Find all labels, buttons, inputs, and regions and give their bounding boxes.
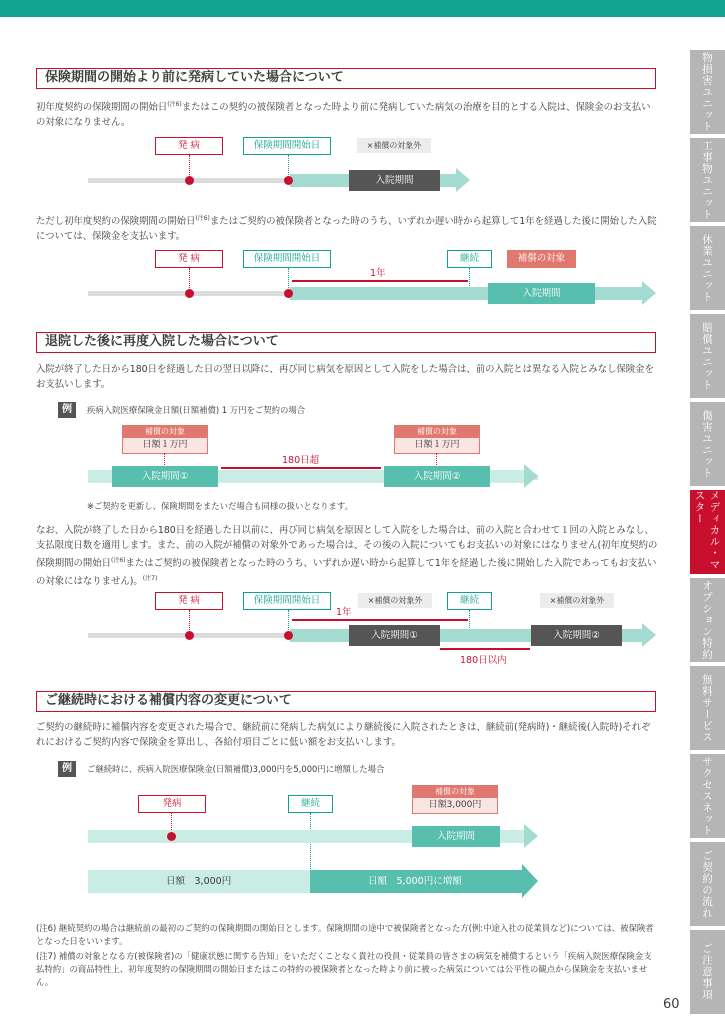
paragraph-renewal-change: ご契約の継続時に補償内容を変更された場合で、継続前に発病した病気により継続後に入院されたときは、継続前(発病時)・継続後(入院時)それぞれにおけるご契約内容で保険金を算出し、各給付項目ごとに低い額をお支払いします。 [36,722,651,748]
onset-label: 発 病 [155,250,223,268]
sidebar-tab-medical-master[interactable]: メディカル・マスター [690,490,725,574]
top-color-bar [0,0,725,17]
sidebar-tab-free-services[interactable]: 無料サービス [690,666,725,750]
renewal-label: 継続 [447,592,492,610]
paragraph-text: なお、入院が終了した日から180日を経過した日以前に、再び同じ病気を原因として入院をした場合は、前の入院と合わせて１回の入院とみなし、支払限度日数を適用します。また、前の入院が補償の対象外であった場合は、その後の入院についてもお支払いの対象にはなりません(初年度契約の保険期間の開始日 [36,525,658,570]
footnote-6: (注6) 継続契約の場合は継続前の最初のご契約の保険期間の開始日とします。保険期間の途中で被保険者となった方(例:中途入社の従業員など)については、被保険者となった日をいいます。 [36,923,654,946]
days-over-label: 180日超 [282,455,320,466]
within-180-label: 180日以内 [460,655,507,666]
hospital-stay-box: 入院期間 [488,283,595,304]
paragraph-text: ただし初年度契約の保険期間の開始日 [36,216,196,228]
not-covered-label-2: ×補償の対象外 [540,593,614,608]
coverage-box [412,785,498,814]
sidebar-tab-business-interruption[interactable]: 休業ユニット [690,226,725,310]
onset-label: 発病 [138,795,206,813]
sidebar-tab-property[interactable]: 物損害ユニット [690,50,725,134]
hospital-stay-2: 入院期間② [384,466,490,487]
hospital-stay-1: 入院期間① [349,625,440,646]
hospital-stay-box: 入院期間 [349,170,440,191]
coverage-marker-line [436,453,437,467]
sidebar-tab-notes[interactable]: ご注意事項 [690,930,725,1014]
coverage-marker-line [164,453,165,467]
onset-dot [185,289,194,298]
paragraph-preexisting [36,97,658,130]
sidebar-tab-liability[interactable]: 賠償ユニット [690,314,725,398]
footnote-ref: (注6) [111,557,126,564]
coverage-head: 補償の対象 [123,426,207,438]
within-180-span [440,648,530,650]
footnote-ref: (注6) [195,215,210,222]
coverage-box-1 [122,425,208,454]
renewal-label: 継続 [447,250,492,268]
paragraph-readmission: 入院が終了した日から180日を経過した日の翌日以降に、再び同じ病気を原因として入院をした場合は、前の入院とは異なる入院とみなし保険金をお支払いします。 [36,364,654,390]
policy-start-label: 保険期間開始日 [243,592,331,610]
start-dot [284,631,293,640]
example-text: 疾病入院医療保険金日額(日額補償) 1 万円をご契約の場合 [87,405,306,415]
footnote-7: (注7) 補償の対象となる方(被保険者)の「健康状態に関する告知」をいただくことなく貴社の役員・従業員の皆さまの病気を補償するという「疾病入院医療保険金支払特約」の商品特性上、初年度契約の保険期間の開始日またはこの特約の被保険者となった時より前に被った病気については公平性の観点から保険金を支払いません。 [36,951,652,987]
onset-marker-line [189,155,190,177]
amount-before-bar: 日額 3,000円 [88,870,310,893]
coverage-head: 補償の対象 [395,426,479,438]
amount-after-bar: 日額 5,000円に増額 [310,870,522,893]
onset-label: 発 病 [155,137,223,155]
onset-dot [185,631,194,640]
paragraph-text: またはこの契約の被保険者となった時より前に発病していた病気の治療を目的とする入院は、保険金のお支払いの対象になりません。 [36,102,651,129]
footnote-ref: (注6) [167,101,182,108]
coverage-head: 補償の対象 [413,786,497,798]
example-badge: 例 [58,761,76,777]
coverage-body: 日額3,000円 [428,800,482,810]
policy-start-label: 保険期間開始日 [243,137,331,155]
paragraph-text: またはご契約の被保険者となった時のうち、いずれか遅い時から起算して1年を経過した後に開始した入院については、保険金を支払います。 [36,216,657,243]
renewal-marker-line [469,268,470,286]
covered-label: 補償の対象 [507,250,576,268]
paragraph-text: 初年度契約の保険期間の開始日 [36,102,168,114]
coverage-body: 日額１万円 [414,440,460,450]
onset-marker-line [189,268,190,290]
start-dot [284,289,293,298]
section-title-readmission: 退院した後に再度入院した場合について [36,332,656,353]
sidebar-tab-contract-flow[interactable]: ご契約の流れ [690,842,725,926]
start-marker-line [288,155,289,177]
coverage-body: 日額１万円 [142,440,188,450]
example-text: ご継続時に、疾病入院医療保険金(日額補償)3,000円を5,000円に増額した場合 [87,764,385,774]
policy-start-label: 保険期間開始日 [243,250,331,268]
not-covered-label: ×補償の対象外 [357,138,431,153]
sidebar-tab-injury[interactable]: 傷害ユニット [690,402,725,486]
hospital-stay-box: 入院期間 [412,826,500,847]
onset-dot [185,176,194,185]
paragraph-text: またはご契約の被保険者となった時のうち、いずれか遅い時から起算して1年を経過した後に開始した入院であってもお支払いの対象にはなりません)。 [36,558,657,588]
section-title-preexisting: 保険期間の開始より前に発病していた場合について [36,68,656,89]
paragraph-exception [36,211,658,244]
renewal-label: 継続 [288,795,333,813]
onset-marker-line [189,610,190,632]
amount-arrow-head [522,864,538,898]
onset-dot [167,832,176,841]
one-year-label: 1年 [370,268,386,279]
hospital-stay-2: 入院期間② [531,625,622,646]
not-covered-label-1: ×補償の対象外 [358,593,432,608]
start-marker-line [288,610,289,632]
footnote-ref: (注7) [142,575,158,583]
example-badge: 例 [58,402,76,418]
start-marker-line [288,268,289,290]
renewal-note: ※ご契約を更新し、保険期間をまたいだ場合も同様の扱いとなります。 [87,501,353,511]
sidebar-tab-construction[interactable]: 工事物ユニット [690,138,725,222]
days-over-span [221,467,381,469]
paragraph-within-180 [36,523,658,589]
hospital-stay-1: 入院期間① [112,466,218,487]
sidebar-tab-success-net[interactable]: サクセスネット [690,754,725,838]
onset-label: 発 病 [155,592,223,610]
renewal-marker-line [469,610,470,628]
start-dot [284,176,293,185]
one-year-label: 1年 [336,607,352,618]
one-year-span [292,280,468,282]
one-year-span [292,619,468,621]
sidebar-tab-options[interactable]: オプション特約 [690,578,725,662]
coverage-box-2 [394,425,480,454]
section-title-renewal-change: ご継続時における補償内容の変更について [36,691,656,712]
page-number: 60 [663,997,680,1012]
